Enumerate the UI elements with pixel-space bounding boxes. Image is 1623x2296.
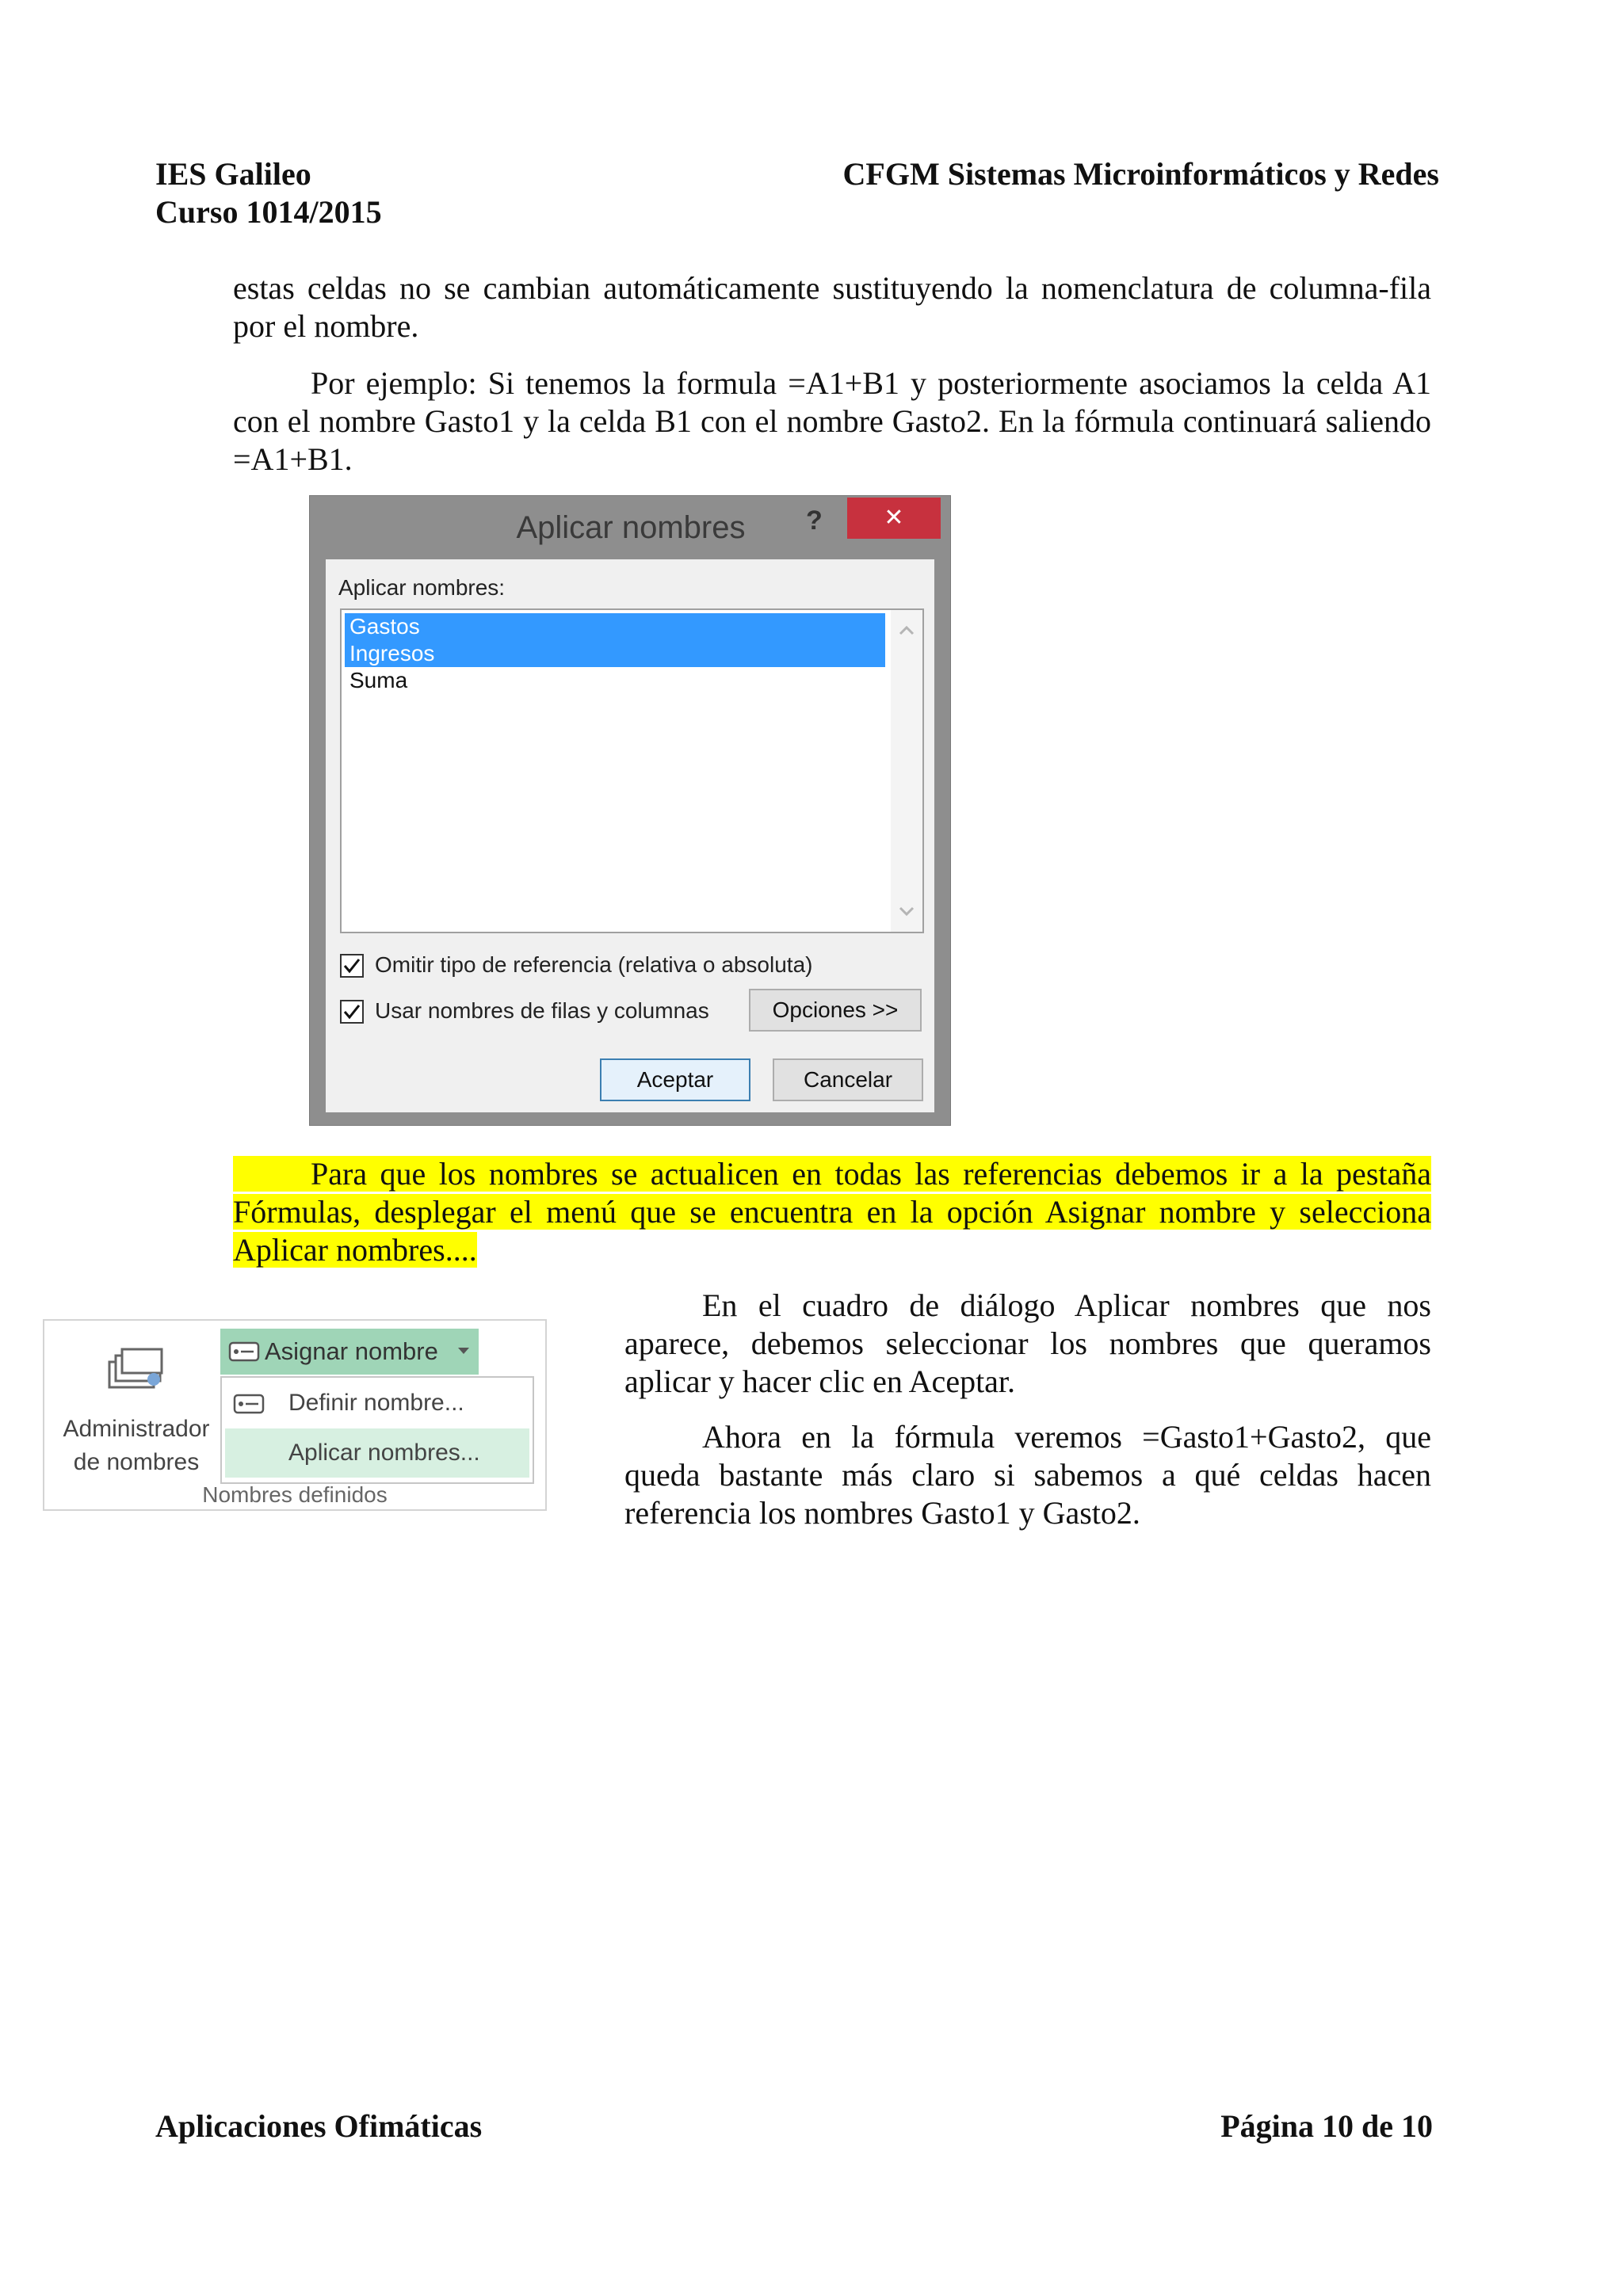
apply-names-dialog xyxy=(309,495,951,1126)
dropdown-arrow-icon xyxy=(458,1348,469,1356)
use-row-column-names-label: Usar nombres de filas y columnas xyxy=(375,998,709,1023)
tag-icon xyxy=(228,1341,260,1362)
assign-name-button[interactable] xyxy=(220,1329,479,1375)
footer-page-number: Página 10 de 10 xyxy=(1220,2108,1433,2144)
dialog-body xyxy=(326,559,934,1112)
name-manager-button[interactable] xyxy=(44,1413,228,1479)
paragraph-4-text: En el cuadro de diálogo Aplicar nombres que nos aparece, debemos seleccionar los nombres que queramos aplicar y hacer clic en Aceptar. xyxy=(624,1287,1431,1399)
close-button[interactable]: ✕ xyxy=(847,498,941,539)
header-program: CFGM Sistemas Microinformáticos y Redes xyxy=(842,156,1439,192)
header-school: IES Galileo xyxy=(155,156,311,192)
menu-item-define-name-label: Definir nombre... xyxy=(288,1390,464,1416)
paragraph-3 xyxy=(233,1155,1431,1269)
header-course: Curso 1014/2015 xyxy=(155,194,382,230)
paragraph-5 xyxy=(624,1418,1431,1532)
names-listbox[interactable] xyxy=(340,608,924,933)
scroll-arrows-icon xyxy=(891,610,922,932)
menu-item-apply-names[interactable] xyxy=(225,1428,529,1478)
list-item-ingresos[interactable]: Ingresos xyxy=(345,640,885,667)
checkmark-icon xyxy=(342,1001,362,1022)
paragraph-2 xyxy=(233,364,1431,479)
list-item-suma[interactable]: Suma xyxy=(349,668,408,692)
cancel-button[interactable]: Cancelar xyxy=(773,1058,923,1101)
help-button[interactable]: ? xyxy=(806,505,823,536)
assign-name-label: Asignar nombre xyxy=(265,1337,438,1365)
assign-name-menu xyxy=(220,1376,534,1484)
list-item-gastos[interactable]: Gastos xyxy=(345,613,885,640)
ribbon-defined-names-group xyxy=(43,1319,547,1511)
group-label: Nombres definidos xyxy=(202,1482,388,1507)
listbox-scrollbar[interactable] xyxy=(891,610,922,932)
paragraph-1: estas celdas no se cambian automáticamente sustituyendo la nomenclatura de columna-fila por el nombre. xyxy=(233,270,1431,344)
paragraph-4 xyxy=(624,1287,1431,1401)
options-button[interactable]: Opciones >> xyxy=(749,989,922,1032)
menu-item-define-name[interactable] xyxy=(222,1381,533,1425)
omit-reference-type-label: Omitir tipo de referencia (relativa o absoluta) xyxy=(375,952,813,977)
menu-item-apply-names-label: Aplicar nombres... xyxy=(288,1440,480,1466)
paragraph-3-text: Para que los nombres se actualicen en todas las referencias debemos ir a la pestaña Fórmulas, desplegar el menú que se encuentra en la opción Asignar nombre y selecciona Aplicar nombres.... xyxy=(233,1156,1431,1268)
paragraph-2-text: Por ejemplo: Si tenemos la formula =A1+B1 y posteriormente asociamos la celda A1 con el nombre Gasto1 y la celda B1 con el nombre Gasto2. En la fórmula continuará saliendo =A1+B1. xyxy=(233,365,1431,477)
names-list-label: Aplicar nombres: xyxy=(338,575,506,600)
name-manager-icon xyxy=(105,1344,166,1392)
paragraph-5-text: Ahora en la fórmula veremos =Gasto1+Gasto2, que queda bastante más claro si sabemos a qué celdas hacen referencia los nombres Gasto1 y Gasto2. xyxy=(624,1419,1431,1531)
dialog-title: Aplicar nombres xyxy=(516,510,746,545)
omit-reference-type-checkbox[interactable] xyxy=(340,954,364,978)
use-row-column-names-checkbox[interactable] xyxy=(340,1000,364,1024)
footer-subject: Aplicaciones Ofimáticas xyxy=(155,2108,483,2144)
ok-button[interactable]: Aceptar xyxy=(600,1058,750,1101)
name-manager-label-1: Administrador xyxy=(63,1416,210,1442)
name-manager-label-2: de nombres xyxy=(73,1449,200,1475)
tag-icon xyxy=(233,1394,265,1414)
checkmark-icon xyxy=(342,955,362,976)
